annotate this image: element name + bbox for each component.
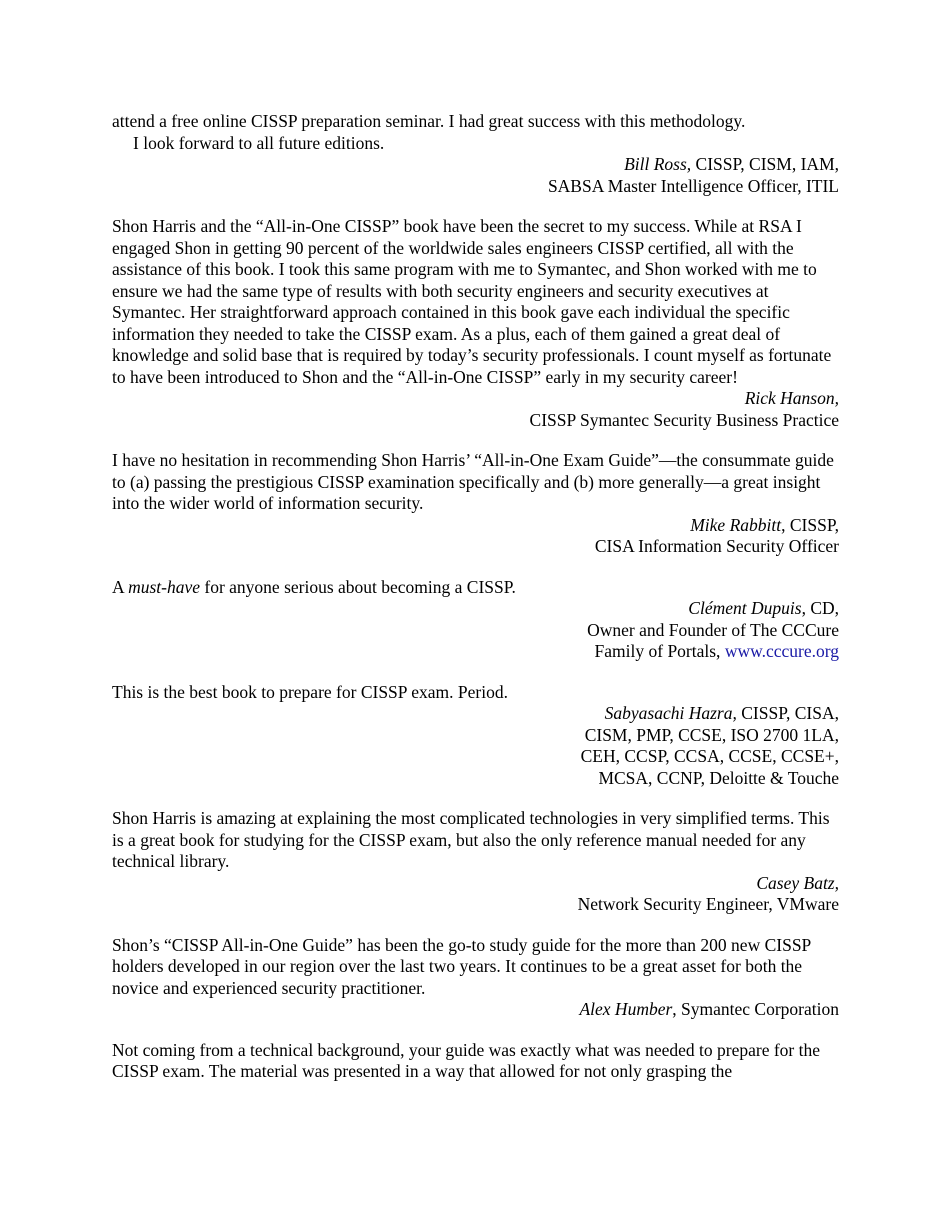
testimonial-dupuis xyxy=(112,577,839,599)
signature-rabbitt xyxy=(112,515,839,537)
signature-humber xyxy=(112,999,839,1021)
author-credentials: , CD, xyxy=(801,598,839,618)
author-affiliation: MCSA, CCNP, Deloitte & Touche xyxy=(598,767,839,788)
author-name: Clément Dupuis xyxy=(688,598,802,618)
intro-line: I look forward to all future editions. xyxy=(133,132,385,153)
author-credentials: CISSP, CISA, xyxy=(736,703,839,723)
author-name: Casey Batz, xyxy=(756,872,839,893)
author-affiliation: , Symantec Corporation xyxy=(672,999,839,1019)
testimonial-hazra: This is the best book to prepare for CISSP exam. Period. xyxy=(112,681,508,702)
author-name: Sabyasachi Hazra, xyxy=(604,703,737,723)
author-name: Bill Ross, xyxy=(624,154,692,174)
author-name: Mike Rabbitt xyxy=(690,514,782,535)
author-affiliation: SABSA Master Intelligence Officer, ITIL xyxy=(547,175,839,196)
signature-hazra xyxy=(112,703,839,725)
signature-ross xyxy=(112,154,839,176)
testimonial-batz: Shon Harris is amazing at explaining the most complicated technologies in very simplified terms. This is a great book for studying for the CISSP exam, but also the only reference manual needed for any technical library. xyxy=(112,808,830,871)
author-name: Alex Humber xyxy=(579,999,673,1019)
author-affiliation: Owner and Founder of The CCCure xyxy=(587,619,839,640)
testimonial-last: Not coming from a technical background, your guide was exactly what was needed to prepare for the CISSP exam. The material was presented in a way that allowed for not only grasping the xyxy=(112,1039,821,1081)
affiliation-text: Family of Portals, xyxy=(594,641,725,661)
author-credentials-line: CISM, PMP, CCSE, ISO 2700 1LA, xyxy=(584,724,839,745)
author-affiliation: Network Security Engineer, VMware xyxy=(577,894,839,914)
author-credentials: , CISSP, xyxy=(781,514,839,535)
signature-dupuis xyxy=(112,598,839,620)
author-affiliation xyxy=(112,641,839,663)
signature-hanson xyxy=(112,388,839,410)
author-affiliation: CISSP Symantec Security Business Practice xyxy=(529,409,839,430)
testimonial-hanson: Shon Harris and the “All-in-One CISSP” book have been the secret to my success. While at RSA I engaged Shon in getting 90 percent of the worldwide sales engineers CISSP certified, all with the assistance of this book. I took this same program with me to Symantec, and Shon worked with me to ensure we had the same type of results with both security engineers and security executives at Symantec. Her straightforward approach contained in this book gave each individual the specific information they needed to take the CISSP exam. As a plus, each of them gained a great deal of knowledge and solid base that is required by today’s security professionals. I count myself as fortunate to have been introduced to Shon and the “All-in-One CISSP” early in my security career! xyxy=(112,216,832,387)
testimonial-humber: Shon’s “CISSP All-in-One Guide” has been the go-to study guide for the more than 200 new CISSP holders developed in our region over the last two years. It continues to be a great asset for both the novice and experienced security practitioner. xyxy=(112,934,811,998)
testimonial-rabbitt: I have no hesitation in recommending Shon Harris’ “All-in-One Exam Guide”—the consummate guide to (a) passing the prestigious CISSP examination specifically and (b) more generally—a great insight into the wider world of information security. xyxy=(112,450,834,513)
cccure-link[interactable]: www.cccure.org xyxy=(724,641,839,661)
intro-line: attend a free online CISSP preparation seminar. I had great success with this methodology. xyxy=(112,111,746,131)
testimonial-text: A xyxy=(112,576,129,597)
document-page xyxy=(112,111,839,1083)
author-affiliation: CISA Information Security Officer xyxy=(594,536,839,556)
signature-batz xyxy=(112,873,839,895)
author-credentials-line: CEH, CCSP, CCSA, CCSE, CCSE+, xyxy=(580,746,839,766)
author-credentials: CISSP, CISM, IAM, xyxy=(691,154,839,174)
emphasis-text: must-have xyxy=(128,576,200,597)
author-name: Rick Hanson, xyxy=(744,388,839,408)
testimonial-text: for anyone serious about becoming a CISSP. xyxy=(200,576,516,597)
